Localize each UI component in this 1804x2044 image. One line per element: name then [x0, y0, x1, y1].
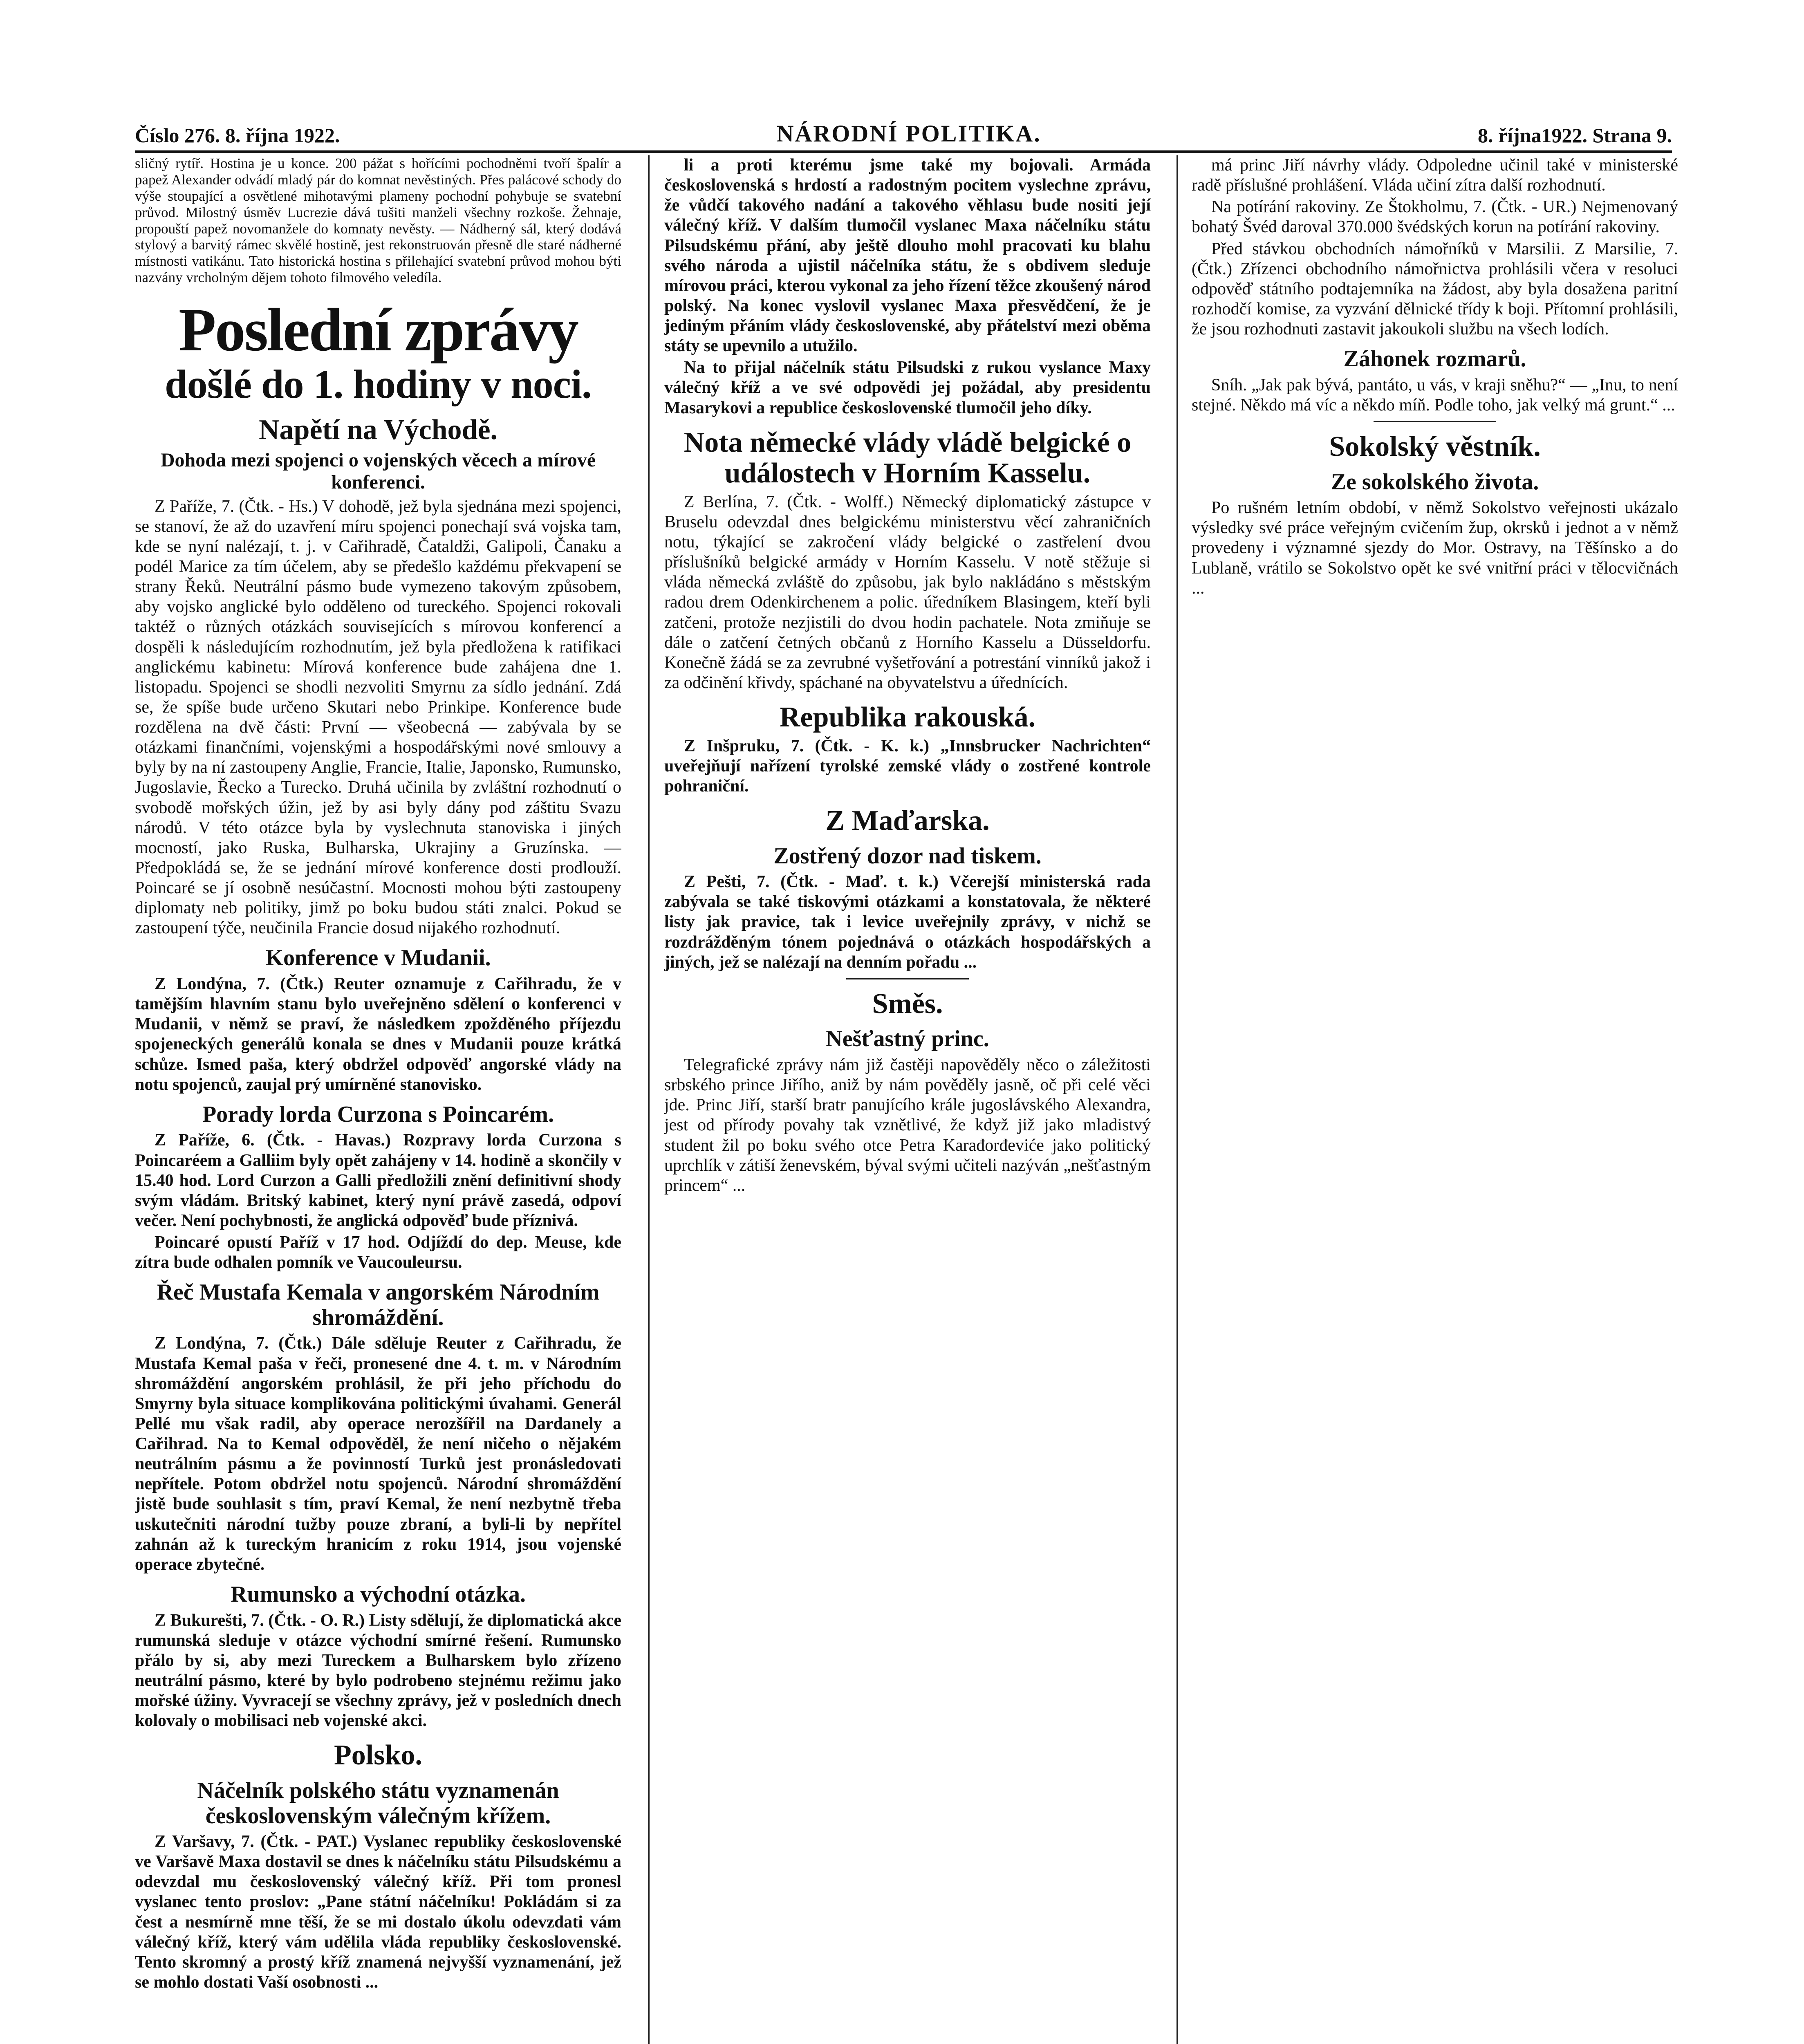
prince-article-ending: má princ Jiří návrhy vlády. Odpoledne učinil také v ministerské radě příslušné prohlášení. Vláda učiní zítra další rozhodnutí. [1192, 156, 1678, 195]
section-title-humor: Záhonek rozmarů. [1343, 346, 1526, 372]
section-title-sokol: Sokolský věstník. [1329, 430, 1541, 462]
section-divider [846, 978, 969, 979]
article-text-cancer: Na potírání rakoviny. Ze Štokholmu, 7. (Čtk. - UR.) Nejmenovaný bohatý Švéd daroval 370.000 švédských korun na potírání rakoviny. [1192, 197, 1678, 237]
humor-text: Sníh. „Jak pak bývá, pantáto, u vás, v kraji sněhu?“ — „Inu, to není stejné. Někdo má víc a někdo míň. Podle toho, jak velký má grunt.“ ... [1192, 375, 1678, 415]
article-title-allies: Dohoda mezi spojenci o vojenských věcech a mírové konferenci. [160, 449, 596, 493]
poland-article-ending: Na to přijal náčelník státu Pilsudski z rukou vyslance Maxy válečný kříž a ve své odpovědi jej požádal, aby presidentu Masarykovi a republice československé tlumočil jeho díky. [664, 358, 1151, 417]
article-title-curzon: Porady lorda Curzona s Poincarém. [202, 1101, 554, 1127]
section-divider [1374, 421, 1496, 422]
date-page-number: 8. října1922. Strana 9. [1477, 124, 1672, 147]
article-text-mudania: Z Londýna, 7. (Čtk.) Reuter oznamuje z Cařihradu, že v tamějším hlavním stanu bylo uveřejněno sdělení o konferenci v Mudanii, v němž se praví, že následkem zpožděného příjezdu spojeneckých generálů konala se dnes v Mudanii pouze krátká schůze. Ismed paša, který obdržel odpověď angorské vlády na notu spojenců, zaujal prý umírněné stanovisko. [135, 975, 621, 1094]
column-rule-left [648, 155, 650, 2044]
article-title-hungary: Zostřený dozor nad tiskem. [773, 843, 1042, 869]
section-title-east: Napětí na Východě. [258, 414, 498, 446]
column-rule-right [1177, 155, 1178, 2044]
issue-number-date: Číslo 276. 8. října 1922. [135, 124, 340, 147]
article-title-mudania: Konference v Mudanii. [265, 945, 491, 971]
poland-article-continuation: li a proti kterému jsme také my bojovali. Armáda československá s hrdostí a radostným pocitem vyslechne zprávu, že vůdčí takového nadání a takového věhlasu bude nositi její válečný kříž. V dalším tlumočil vyslanec Maxa náčelníku státu Pilsudskému přání, aby ještě dlouho mohl pracovati ku blahu svého národa a ujistil náčelníka státu, že s obdivem sleduje mírovou práci, kterou vykonal za jeho řízení těžce zkoušený národ polský. Na konec vyslovil vyslanec Maxa přesvědčení, že je jediným přáním vlády československé, aby přátelství mezi oběma státy se upevnilo a utužilo. [664, 156, 1151, 356]
article-text-poland: Z Varšavy, 7. (Čtk. - PAT.) Vyslanec republiky československé ve Varšavě Maxa dostavil se dnes k náčelníku státu Pilsudskému a odevzdal mu československý válečný kříž. Při tom pronesl vyslanec tento proslov: „Pane státní náčelníku! Pokládám si za čest a nesmírně mne těší, že se mi dostalo úkolu odevzdati vám válečný kříž, který vám udělila vláda republiky československé. Tento skromný a prostý kříž znamená nejvyšší vyznamenání, jež se mohlo dostati Vaší osobnosti ... [135, 1832, 621, 1992]
column-right [1192, 155, 1678, 2044]
section-title-miscellany: Směs. [872, 988, 943, 1020]
section-title-poland: Polsko. [334, 1739, 422, 1771]
article-title-poland: Náčelník polského státu vyznamenán československým válečným křížem. [197, 1777, 559, 1829]
latest-news-subheading: došlé do 1. hodiny v noci. [165, 361, 592, 407]
article-text-austria: Z Inšpruku, 7. (Čtk. - K. k.) „Innsbrucker Nachrichten“ uveřejňují nařízení tyrolské zemské vlády o zostřené kontrole pohraniční. [664, 736, 1151, 796]
article-title-german-note: Nota německé vlády vládě belgické o událostech v Horním Kasselu. [684, 426, 1132, 489]
article-text-romania: Z Bukurešti, 7. (Čtk. - O. R.) Listy sdělují, že diplomatická akce rumunská sleduje v otázce východní smírné řešení. Rumunsko přálo by si, aby mezi Tureckem a Bulharskem bylo zřízeno neutrální pásmo, které by bylo podrobeno stejnému režimu jako mořské úžiny. Vyvracejí se všechny zprávy, jež v posledních dnech kolovaly o mobilisaci neb vojenské akci. [135, 1611, 621, 1730]
column-middle [664, 155, 1151, 2044]
article-text-sailors: Před stávkou obchodních námořníků v Marsilii. Z Marsilie, 7. (Čtk.) Zřízenci obchodního námořnictva prohlásili včera v resoluci odpověď státního podtajemníka na žádost, aby byla dosažena paritní rozhodčí komise, za vyzvání dělnické třídy k boji. Přítomní prohlásili, že jsou rozhodnuti zastavit jakoukoli službu na všech lodích. [1192, 239, 1678, 338]
latest-news-heading: Poslední zprávy [179, 296, 578, 364]
article-title-kemal: Řeč Mustafa Kemala v angorském Národním shromáždění. [157, 1280, 600, 1330]
article-title-prince: Nešťastný princ. [826, 1026, 989, 1052]
article-text-poincare: Poincaré opustí Paříž v 17 hod. Odjíždí do dep. Meuse, kde zítra bude odhalen pomník ve Vaucouleursu. [135, 1233, 621, 1272]
article-text-hungary: Z Pešti, 7. (Čtk. - Maď. t. k.) Včerejší ministerská rada zabývala se také tiskovými otázkami a konstatovala, že některé listy jak pravice, tak i levice uveřejnily zprávy, v nichž se rozdrážděným tónem pojednává o otázkách hospodářských a jiných, jež se nalézají na denním pořadu ... [664, 872, 1151, 972]
article-text-allies: Z Paříže, 7. (Čtk. - Hs.) V dohodě, jež byla sjednána mezi spojenci, se stanoví, že až do uzavření míru spojenci ponechají svá vojska tam, kde se nyní nalézají, t. j. v Cařihradě, Čataldži, Galipoli, Čanaku a podél Marice za tím účelem, aby se předešlo každému překvapení se strany Řeků. Neutrální pásmo bude vymezeno takovým způsobem, aby vojsko anglické bylo odděleno od tureckého. Spojenci rokovali taktéž o různých otázkách souvisejících s mírovou konferencí a dospěli k následujícím rozhodnutím, jež byla předložena k ratifikaci anglickému kabinetu: Mírová konference bude zahájena dne 1. listopadu. Spojenci se shodli nezvoliti Smyrnu za sídlo jednání. Zdá se, že spíše bude určeno Skutari nebo Prinkipe. Konference bude rozdělena na dvě části: První — všeobecná — zabývala by se otázkami finančními, vojenskými a hospodářskými nové smlouvy a byly by na ní zastoupeny Anglie, Francie, Italie, Japonsko, Rumunsko, Jugoslavie, Řecko a Turecko. Druhá učinila by zvláštní rozhodnutí o svobodě mořských úžin, jež by asi byly dány pod záštitu Svazu národů. V této otázce byla by vyslechnuta stanoviska i jiných mocností, jako Ruska, Bulharska, Ukrajiny a Gruzínska. — Předpokládá se, že se jednání mírové konference dosti prodlouží. Poincaré se jí osobně nesúčastní. Mocnosti mohou býti zastoupeny diplomaty neb politiky, jimž po boku budou státi znalci. Pokud se zastoupení týče, neučinila Francie dosud nijakého rozhodnutí. [135, 497, 621, 938]
masthead [135, 110, 1672, 153]
film-article-continuation: sličný rytíř. Hostina je u konce. 200 pážat s hořícími pochodněmi tvoří špalír a papež Alexander odvádí mladý pár do komnat nevěstiných. Přes palácové schody do výše stoupající a osvětlené mihotavými plameny pochodní pohybuje se svatební průvod. Milostný úsměv Lucrezie dává tušiti manželi všechny rozkoše. Žehnaje, propouští papež novomanžele do komnaty nevěsty. — Nádherný sál, který dodává stylový a barvitý rámec skvělé hostině, jest rekonstruován přesně dle staré nádherné místnosti vatikánu. Tato historická hostina s přilehající svatební průvod mohou býti nazvány vrcholným dějem tohoto filmového veledíla. [135, 155, 621, 286]
article-text-curzon: Z Paříže, 6. (Čtk. - Havas.) Rozpravy lorda Curzona s Poincaréem a Galliim byly opět zahájeny v 14. hodině a skončily v 15.40 hod. Lord Curzon a Galli předložili znění definitivní shody svým vládám. Britský kabinet, který nyní právě zasedá, odpoví večer. Není pochybnosti, že anglická odpověď bude příznivá. [135, 1131, 621, 1230]
section-title-austria: Republika rakouská. [779, 702, 1036, 733]
article-title-sokol: Ze sokolského života. [1331, 469, 1539, 495]
article-text-kemal: Z Londýna, 7. (Čtk.) Dále sděluje Reuter z Cařihradu, že Mustafa Kemal paša v řeči, pronesené dne 4. t. m. v Národním shromáždění angorském prohlásil, že při jeho příchodu do Smyrny byla situace komplikována politickými úvahami. Generál Pellé mu však radil, aby operace nerozšířil na Dardanely a Cařihrad. Na to Kemal odpověděl, že není ničeho o nějakém neutrálním pásmu a že povinností Turků jest pronásledovati nepřítele. Potom obdržel notu spojenců. Národní shromáždění jistě bude souhlasit s tím, praví Kemal, že není nezbytně třeba uskutečniti národní tužby pouze zbraní, a byli-li by nepřítel zahnán až k tureckým hranicím z roku 1914, jsou vojenské operace zbytečné. [135, 1334, 621, 1574]
column-left [135, 155, 621, 2044]
article-title-romania: Rumunsko a východní otázka. [231, 1581, 526, 1607]
article-text-prince: Telegrafické zprávy nám již častěji napověděly něco o záležitosti srbského prince Jiřího, aniž by nám pověděly jasně, oč při celé věci jde. Princ Jiří, starší bratr panujícího krále jugoslávského Alexandra, jest od přírody povahy tak vznětlivé, že když již jako mladistvý student žil po boku svého otce Petra Karađorđeviće jako politický uprchlík v zátiší ženevském, býval svými učiteli nazýván „nešťastným princem“ ... [664, 1056, 1151, 1195]
section-title-hungary: Z Maďarska. [825, 805, 990, 837]
article-text-german-note: Z Berlína, 7. (Čtk. - Wolff.) Německý diplomatický zástupce v Bruselu odevzdal dnes belgickému ministerstvu věcí zahraničních notu, týkající se zakročení vlády belgické o zastřelení dvou příslušníků belgické armády v Horním Kasselu. V notě stěžuje si vláda německá zvláště do způsobu, jak bylo nakládáno s městským radou drem Odenkirchenem a polic. úředníkem Blasingem, kteří byli zatčeni, protože nezjistili do dvou hodin pachatele. Nota zmiňuje se dále o zatčení četných občanů z Horního Kasselu a Düsseldorfu. Konečně žádá se za zevrubné vyšetřování a potrestání vinníků jakož i za odčinění křivdy, spáchané na obyvatelstvu a úřednících. [664, 492, 1151, 692]
newspaper-title: NÁRODNÍ POLITIKA. [776, 120, 1041, 147]
article-text-sokol: Po rušném letním období, v němž Sokolstvo veřejnosti ukázalo výsledky své práce veřejným cvičením žup, okrsků i jednot a v němž provedeny i významné sjezdy do Mor. Ostravy, na Těšínsko a do Lublaně, vrátilo se Sokolstvo opět ke své vnitřní práci v tělocvičnách ... [1192, 498, 1678, 598]
